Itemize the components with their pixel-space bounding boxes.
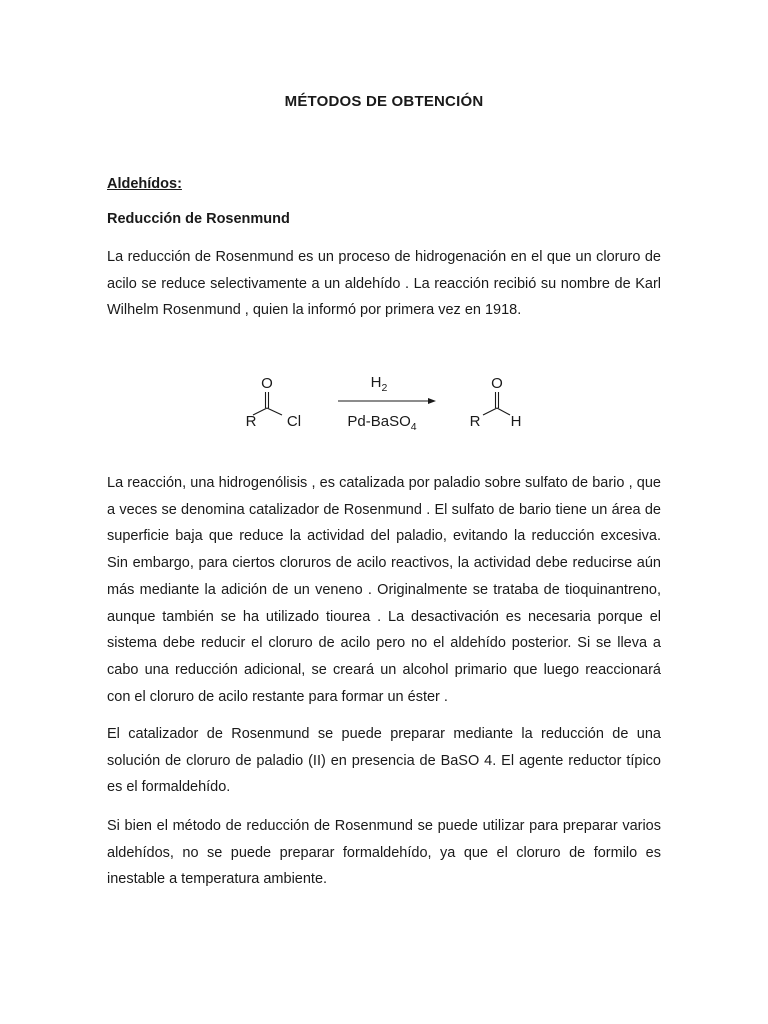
reagent-above: $H_2$ [370,374,388,394]
product-bond-left [483,408,497,415]
reaction-scheme [230,360,550,440]
subsection-heading-rosenmund: Reducción de Rosenmund [107,211,290,227]
paragraph-catalyst-preparation: El catalizador de Rosenmund se puede preparar mediante la reducción de una solución de cloruro de paladio (II) en presencia de BaSO 4. El agente reductor típico es el formaldehído. [107,726,661,796]
reaction-arrow-head [428,398,436,404]
product-r-label: R [469,413,481,430]
reactant-acyl-chloride [246,375,302,430]
reactant-cl-label: Cl [286,413,302,430]
product-bond-right [497,408,510,415]
section-heading-aldehidos: Aldehídos: [107,176,182,192]
paragraph-limitations: Si bien el método de reducción de Rosenmund se puede utilizar para preparar varios aldehídos, no se puede preparar formaldehído, ya que el cloruro de formilo es inestable a temperatura ambiente. [107,818,661,888]
reactant-r-label: R [245,413,257,430]
reaction-arrow-group [338,374,436,433]
reagent-below: Pd-BaSO$_4$ [347,413,417,433]
reactant-bond-right [267,408,282,415]
product-oxygen-label: O [491,375,503,392]
reactant-oxygen-label: O [261,375,273,392]
product-h-label: H [510,413,522,430]
paragraph-catalyst-mechanism: La reacción, una hidrogenólisis , es catalizada por paladio sobre sulfato de bario , que a veces se denomina catalizador de Rosenmund . El sulfato de bario tiene un área de superficie baja que reduce la actividad del paladio, evitando la reducción excesiva. Sin embargo, para ciertos cloruros de acilo reactivos, la actividad debe reducirse aún más mediante la adición de un veneno . Originalmente se trataba de tioquinantreno, aunque también se ha utilizado tiourea . La desactivación es necesaria porque el sistema debe reducir el cloruro de acilo pero no el aldehído posterior. Si se lleva a cabo una reducción adicional, se creará un alcohol primario que luego reaccionará con el cloruro de acilo restante para formar un éster . [107,475,661,705]
paragraph-intro: La reducción de Rosenmund es un proceso de hidrogenación en el que un cloruro de acilo se reduce selectivamente a un aldehído . La reacción recibió su nombre de Karl Wilhelm Rosenmund , quien la informó por primera vez en 1918. [107,249,661,319]
product-aldehyde [470,375,522,430]
page-title: MÉTODOS DE OBTENCIÓN [284,93,484,110]
reaction-scheme-svg [230,360,550,440]
